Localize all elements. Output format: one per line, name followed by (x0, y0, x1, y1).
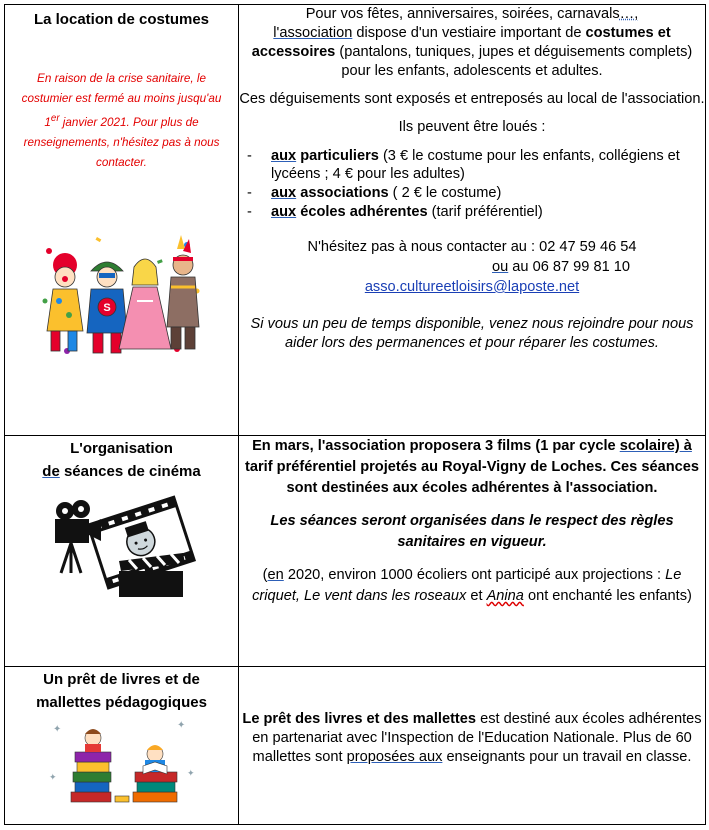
rental-intro: Ils peuvent être loués : (398, 119, 546, 135)
cell-cinema-description (239, 436, 706, 667)
svg-text:✦: ✦ (176, 720, 185, 731)
cinema-2020-recap: (en 2020, environ 1000 écoliers ont participé aux projections : Le criquet, Le vent dans les roseaux et Anina ont enchanté les enfants) (252, 567, 692, 604)
children-reading-books-illustration (47, 716, 197, 808)
costume-intro: Pour vos fêtes, anniversaires, soirées, carnavals…, l'association dispose d'un vestiaire important de costumes et accessoires (pantalons, tuniques, jupes et déguisements complets) pour les enfants, adolescents et adultes. (251, 6, 693, 79)
books-description: Le prêt des livres et des mallettes est destiné aux écoles adhérentes en partenariat avec l'Inspection de l'Education Nationale. Plus de 60 mallettes sont proposées aux enseignants pour un travail en classe. (242, 711, 702, 765)
list-item: - aux associations ( 2 € le costume) (247, 185, 502, 201)
cell-books-description (239, 667, 706, 825)
costume-rental-title: La location de costumes (33, 11, 210, 28)
books-title: Un prêt de livres et de mallettes pédagogiques (36, 671, 207, 711)
cell-cinema-title (5, 436, 239, 667)
cinema-title: L'organisation de séances de cinéma (42, 440, 201, 480)
contact-email-link[interactable]: asso.cultureetloisirs@laposte.net (364, 279, 580, 295)
svg-text:✦: ✦ (48, 773, 57, 783)
activities-table (4, 4, 706, 825)
svg-text:✦: ✦ (186, 769, 195, 779)
cell-books-title (5, 667, 239, 825)
contact-block (239, 237, 705, 297)
costume-storage: Ces déguisements sont exposés et entreposés au local de l'association. (239, 91, 705, 107)
rental-list (239, 147, 705, 221)
cinema-sanitary-rules: Les séances seront organisées dans le respect des règles sanitaires en vigueur. (270, 513, 674, 550)
row-cinema (5, 436, 706, 667)
cell-costume-title (5, 5, 239, 436)
contact-phone-2: ou au 06 87 99 81 10 (492, 259, 630, 275)
cinema-camera-clapperboard-illustration (47, 491, 197, 601)
costumed-children-illustration (37, 231, 207, 361)
volunteer-call: Si vous un peu de temps disponible, venez nous rejoindre pour nous aider lors des permanences et pour réparer les costumes. (250, 316, 694, 351)
svg-text:✦: ✦ (52, 724, 61, 735)
contact-phone-1: N'hésitez pas à nous contacter au : 02 47 59 46 54 (307, 239, 637, 255)
row-book-lending (5, 667, 706, 825)
list-item: - aux écoles adhérentes (tarif préférentiel) (247, 204, 543, 220)
list-item: - aux particuliers (3 € le costume pour les enfants, collégiens et lycéens ; 4 € pour les adultes) (247, 148, 680, 182)
svg-text:S: S (102, 301, 111, 314)
cinema-announcement: En mars, l'association proposera 3 films (1 par cycle scolaire) à tarif préférentiel projetés au Royal-Vigny de Loches. Ces séances sont destinées aux écoles adhérentes à l'association. (245, 438, 699, 496)
covid-closure-notice: En raison de la crise sanitaire, le costumier est fermé au moins jusqu'au 1er janvier 2021. Pour plus de renseignements, n'hésitez pas à nous contacter. (21, 72, 222, 169)
row-costume-rental (5, 5, 706, 436)
cell-costume-description (239, 5, 706, 436)
